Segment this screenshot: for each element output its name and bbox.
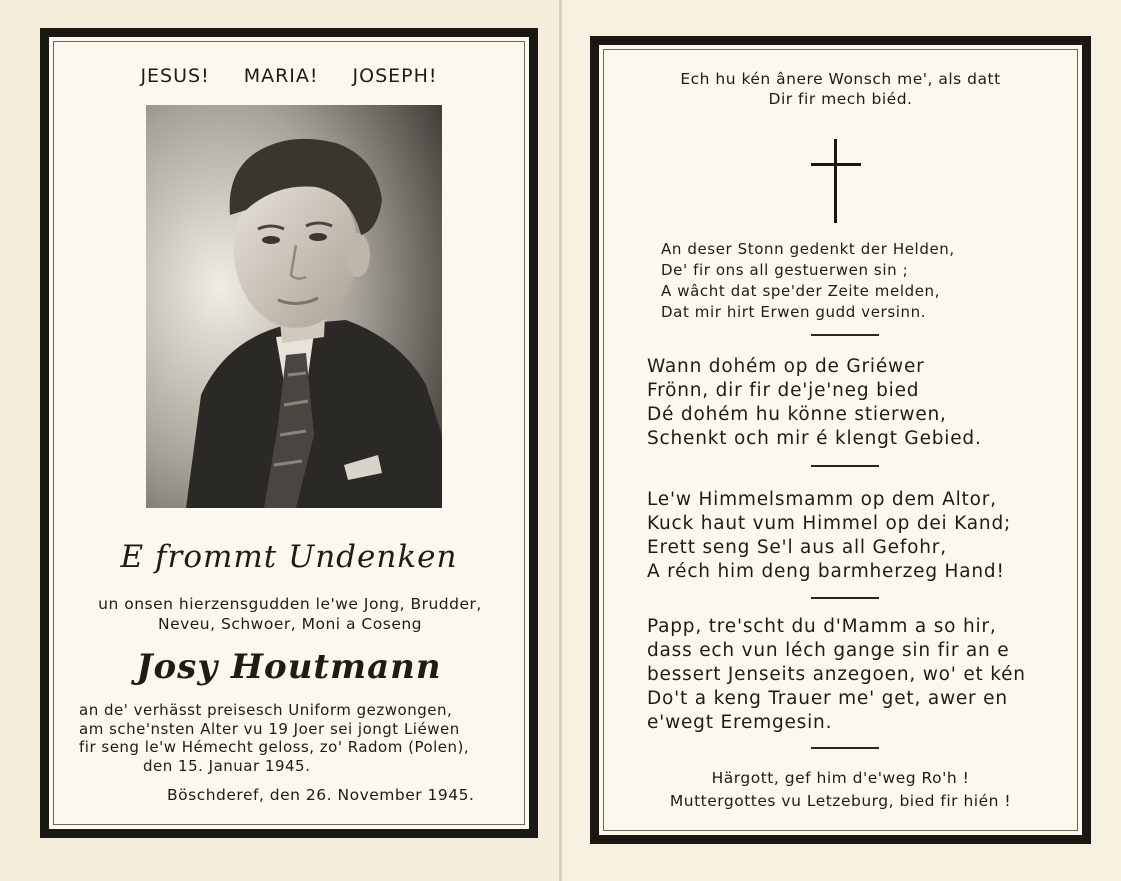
stanza-4: [647, 615, 1026, 735]
details-line: den 15. Januar 1945.: [143, 756, 311, 775]
card-fold: [559, 0, 562, 881]
invocation-joseph: JOSEPH!: [352, 65, 438, 87]
invocation-maria: MARIA!: [243, 65, 319, 87]
stanza-line: Do't a keng Trauer me' get, awer en: [647, 688, 1008, 709]
dedication-text: [69, 594, 511, 634]
invocation-header: [49, 65, 529, 87]
stanza-line: dass ech vun léch gange sin fir an e: [647, 640, 1010, 661]
stanza-1: [661, 239, 955, 323]
memorial-title: E frommt Undenken: [120, 539, 458, 575]
deceased-name: Josy Houtmann: [136, 647, 442, 687]
stanza-line: Le'w Himmelsmamm op dem Altor,: [647, 489, 997, 510]
invocation-jesus: JESUS!: [140, 65, 210, 87]
left-card-frame: [40, 28, 538, 838]
stanza-line: Schenkt och mir é klengt Gebied.: [647, 428, 982, 449]
divider: [811, 747, 879, 749]
divider: [811, 597, 879, 599]
stanza-line: Frönn, dir fir de'je'neg bied: [647, 380, 920, 401]
closing-line: Härgott, gef him d'e'weg Ro'h !: [711, 769, 970, 787]
divider: [811, 465, 879, 467]
stanza-line: Wann dohém op de Griéwer: [647, 356, 925, 377]
place-and-date: Böschderef, den 26. November 1945.: [167, 786, 475, 804]
portrait-photo: [146, 105, 442, 508]
details-line: am sche'nsten Alter vu 19 Joer sei jongt Liéwen: [79, 719, 460, 738]
closing-prayer: [599, 767, 1082, 813]
stanza-line: Erett seng Se'l aus all Gefohr,: [647, 537, 947, 558]
stanza-line: A réch him deng barmherzeg Hand!: [647, 561, 1005, 582]
divider: [811, 334, 879, 336]
intro-text: [599, 69, 1082, 109]
stanza-line: Dat mir hirt Erwen gudd versinn.: [661, 303, 927, 321]
dedication-line: un onsen hierzensgudden le'we Jong, Brudder,: [98, 595, 482, 613]
stanza-line: De' fir ons all gestuerwen sin ;: [661, 261, 909, 279]
intro-line: Dir fir mech biéd.: [768, 90, 913, 108]
stanza-line: e'wegt Eremgesin.: [647, 712, 833, 733]
closing-line: Muttergottes vu Letzeburg, bied fir hién !: [669, 792, 1012, 810]
stanza-line: bessert Jenseits anzegoen, wo' et kén: [647, 664, 1026, 685]
stanza-3: [647, 488, 1011, 584]
cross-icon: [811, 139, 861, 223]
stanza-2: [647, 355, 982, 451]
stanza-line: Dé dohém hu könne stierwen,: [647, 404, 947, 425]
intro-line: Ech hu kén ânere Wonsch me', als datt: [680, 70, 1001, 88]
stanza-line: A wâcht dat spe'der Zeite melden,: [661, 282, 941, 300]
stanza-line: An deser Stonn gedenkt der Helden,: [661, 240, 955, 258]
details-line: fir seng le'w Hémecht geloss, zo' Radom (Polen),: [79, 738, 470, 756]
details-line: an de' verhässt preisesch Uniform gezwongen,: [79, 701, 453, 719]
death-details: [79, 701, 511, 775]
dedication-line: Neveu, Schwoer, Moni a Coseng: [157, 615, 423, 633]
stanza-line: Papp, tre'scht du d'Mamm a so hir,: [647, 616, 997, 637]
stanza-line: Kuck haut vum Himmel op dei Kand;: [647, 513, 1012, 534]
right-card-frame: [590, 36, 1091, 844]
